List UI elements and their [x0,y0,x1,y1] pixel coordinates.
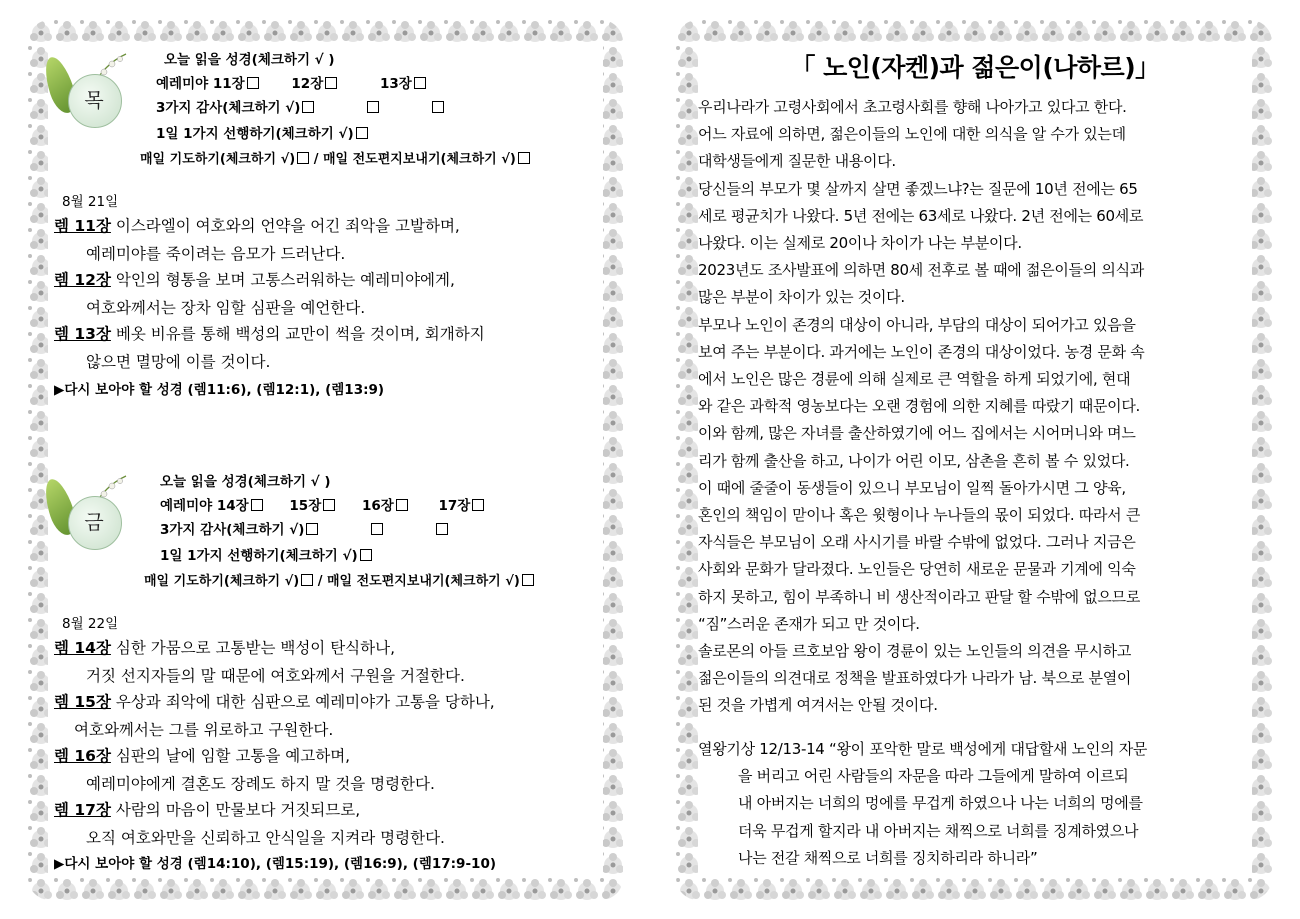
article-line: 부모나 노인이 존경의 대상이 아니라, 부담의 대상이 되어가고 있음을 [698,315,1136,334]
checkbox[interactable] [356,127,368,139]
article-line: 젊은이들의 의견대로 정책을 발표하였다가 나라가 남. 북으로 분열이 [698,669,1132,688]
checklist-title: 오늘 읽을 성경(체크하기 √ ) [164,52,335,68]
checkbox[interactable] [297,152,309,164]
article-line: 당신들의 부모가 몇 살까지 살면 좋겠느냐?는 질문에 10년 전에는 65 [698,179,1138,198]
checkbox[interactable] [306,523,318,535]
article-line: 혼인의 책임이 맏이나 혹은 윗형이나 누나들의 몫이 되었다. 따라서 큰 [698,506,1141,524]
checklist-good-deed [160,544,372,564]
verse-text: 심한 가뭄으로 고통받는 백성이 탄식하나, [110,639,396,657]
article-title: 「 노인(자켄)과 젊은이(나하르)」 [790,53,1160,82]
article-line: 된 것을 가볍게 여겨서는 안될 것이다. [698,696,938,715]
good-deed-label: 1일 1가지 선행하기(체크하기 √) [160,548,358,564]
checkbox[interactable] [396,499,408,511]
chapter-ref: 렘 14장 [54,639,111,657]
letter-label: / 매일 전도편지보내기(체크하기 √) [313,574,520,589]
prayer-label: 매일 기도하기(체크하기 √) [140,152,296,167]
verse-cont: 여호와께서는 그를 위로하고 구원한다. [74,721,334,739]
prayer-label: 매일 기도하기(체크하기 √) [144,574,300,589]
verse-line [54,744,350,766]
checkbox[interactable] [432,101,444,113]
article-line: 대학생들에게 질문한 내용이다. [698,152,896,171]
checkbox[interactable] [518,152,530,164]
verse-cont: 예레미야를 죽이려는 음모가 드러난다. [86,245,346,263]
verse-line [54,798,360,820]
date: 8월 22일 [62,616,119,632]
quote-line: 열왕기상 12/13-14 “왕이 포악한 말로 백성에게 대답할새 노인의 자문 [698,740,1148,758]
day-badge-thursday [48,48,144,144]
article-line: 많은 부분이 차이가 있는 것이다. [698,288,905,307]
reading-label: 16장 [361,498,394,514]
day-char: 금 [84,510,104,534]
article-line: 리가 함께 출산을 하고, 나이가 어린 이모, 삼촌을 흔히 볼 수 있었다. [698,451,1130,470]
date: 8월 21일 [62,194,119,210]
checklist-prayer [144,570,534,589]
verse-cont: 거짓 선지자들의 말 때문에 여호와께서 구원을 거절한다. [86,667,465,685]
article-line: 에서 노인은 많은 경륜에 의해 실제로 큰 역할을 하게 되었기에, 현대 [698,370,1131,388]
review-verses: ▶다시 보아야 할 성경 (렘11:6), (렘12:1), (렘13:9) [54,382,385,398]
checkbox[interactable] [302,101,314,113]
article-line: 이 때에 줄줄이 동생들이 있으니 부모님이 일찍 돌아가시면 그 양육, [698,478,1126,497]
verse-line [54,636,395,658]
article-line: 이와 함께, 많은 자녀를 출산하였기에 어느 집에서는 시어머니와 며느 [698,424,1136,443]
gratitude-label: 3가지 감사(체크하기 √) [156,100,301,116]
verse-line [54,690,495,712]
gratitude-label: 3가지 감사(체크하기 √) [160,522,305,538]
review-verses: ▶다시 보아야 할 성경 (렘14:10), (렘15:19), (렘16:9), (렘17:9-10) [54,856,497,872]
verse-cont: 예레미야에게 결혼도 장례도 하지 말 것을 명령한다. [86,775,435,793]
chapter-ref: 렘 13장 [54,325,111,343]
reading-label: 13장 [379,76,412,92]
verse-text: 사람의 마음이 만물보다 거짓되므로, [110,801,361,819]
article-line: 보여 주는 부분이다. 과거에는 노인이 존경의 대상이었다. 농경 문화 속 [698,342,1145,361]
checkbox[interactable] [301,574,313,586]
article-line: 세로 평균치가 나왔다. 5년 전에는 63세로 나왔다. 2년 전에는 60세로 [698,206,1144,225]
checklist-gratitude [160,518,448,538]
chapter-ref: 렘 12장 [54,271,111,289]
checklist-title: 오늘 읽을 성경(체크하기 √ ) [160,474,331,490]
verse-cont: 여호와께서는 장차 임할 심판을 예언한다. [86,299,366,317]
article-line: “짐”스러운 존재가 되고 만 것이다. [698,614,920,633]
verse-line [54,268,455,290]
quote-line: 나는 전갈 채찍으로 너희를 징치하리라 하니라” [738,848,1038,867]
verse-text: 베옷 비유를 통해 백성의 교만이 썩을 것이며, 회개하지 [110,325,485,343]
checkbox[interactable] [251,499,263,511]
checkbox[interactable] [367,101,379,113]
article-line: 사회와 문화가 달라졌다. 노인들은 당연히 새로운 문물과 기계에 익숙 [698,560,1136,579]
checklist-gratitude [156,96,444,116]
article-line: 와 같은 과학적 영농보다는 오랜 경험에 의한 지혜를 따랐기 때문이다. [698,397,1141,416]
checklist-reading [160,494,484,514]
article-line: 하지 못하고, 힘이 부족하니 비 생산적이라고 판달 할 수밖에 없으므로 [698,587,1141,606]
checklist-prayer [140,148,530,167]
quote-line: 더욱 무겁게 할지라 내 아버지는 채찍으로 너희를 징계하였으나 [738,821,1139,840]
chapter-ref: 렘 11장 [54,217,111,235]
good-deed-label: 1일 1가지 선행하기(체크하기 √) [156,126,354,142]
reading-label: 17장 [438,498,471,514]
article-line: 2023년도 조사발표에 의하면 80세 전후로 볼 때에 젊은이들의 의식과 [698,261,1144,280]
day-badge-friday [48,470,144,566]
verse-line [54,214,460,236]
checkbox[interactable] [436,523,448,535]
checkbox[interactable] [360,549,372,561]
left-page [28,20,623,900]
checkbox[interactable] [414,77,426,89]
quote-line: 을 버리고 어린 사람들의 자문을 따라 그들에게 말하여 이르되 [738,767,1129,786]
checkbox[interactable] [323,499,335,511]
page-content [698,42,1252,878]
verse-line [54,322,485,344]
letter-label: / 매일 전도편지보내기(체크하기 √) [309,152,516,167]
article-line: 어느 자료에 의하면, 젊은이들의 노인에 대한 의식을 알 수가 있는데 [698,125,1126,144]
checkbox[interactable] [325,77,337,89]
verse-text: 이스라엘이 여호와의 언약을 어긴 죄악을 고발하며, [110,217,460,235]
verse-cont: 오직 여호와만을 신뢰하고 안식일을 지켜라 명령한다. [86,829,445,847]
checkbox[interactable] [371,523,383,535]
reading-label: 예레미야 11장 [156,76,245,92]
article-line: 우리나라가 고령사회에서 초고령사회를 향해 나아가고 있다고 한다. [698,98,1127,116]
verse-text: 우상과 죄악에 대한 심판으로 예레미야가 고통을 당하나, [110,693,495,711]
day-char: 목 [84,88,104,112]
chapter-ref: 렘 15장 [54,693,111,711]
verse-text: 악인의 형통을 보며 고통스러워하는 예레미야에게, [110,271,455,289]
verse-cont: 않으면 멸망에 이를 것이다. [86,353,271,371]
quote-line: 내 아버지는 너희의 멍에를 무겁게 하였으나 나는 너희의 멍에를 [738,794,1143,813]
article-line: 솔로몬의 아들 르호보암 왕이 경륜이 있는 노인들의 의견을 무시하고 [698,642,1132,660]
checkbox[interactable] [247,77,259,89]
checkbox[interactable] [472,499,484,511]
verse-text: 심판의 날에 임할 고통을 예고하며, [110,747,351,765]
checklist-reading [156,72,426,92]
article-line: 나왔다. 이는 실제로 20이나 차이가 나는 부분이다. [698,234,1022,252]
right-page [676,20,1272,900]
page-content [48,42,603,878]
checkbox[interactable] [522,574,534,586]
reading-label: 15장 [289,498,322,514]
checklist-good-deed [156,122,368,142]
chapter-ref: 렘 16장 [54,747,111,765]
reading-label: 예레미야 14장 [160,498,249,514]
reading-label: 12장 [291,76,324,92]
chapter-ref: 렘 17장 [54,801,111,819]
article-line: 자식들은 부모님이 오래 사시기를 바랄 수밖에 없었다. 그러나 지금은 [698,533,1136,552]
